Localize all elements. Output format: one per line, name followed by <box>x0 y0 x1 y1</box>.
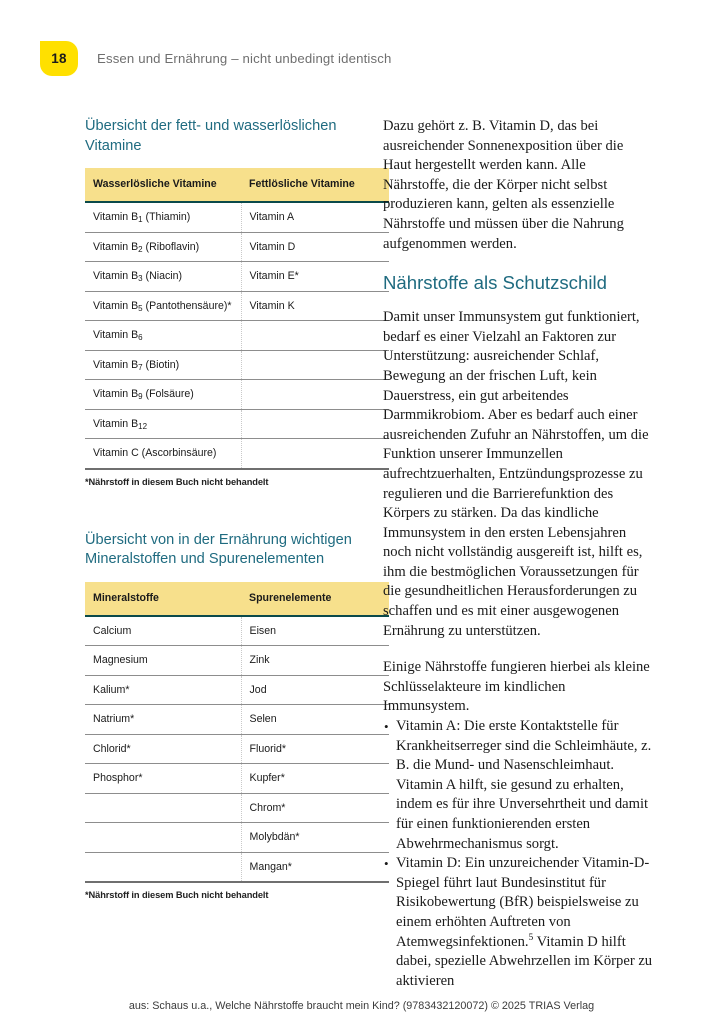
minerals-table-heading: Übersicht von in der Ernährung wichtigen Mineralstoffen und Spurenelementen <box>85 531 352 567</box>
table-row <box>85 321 389 351</box>
cell-trace-element: Zink <box>241 646 389 676</box>
cell-trace-element: Kupfer* <box>241 764 389 794</box>
column-header-trace-elements: Spurenelemente <box>241 582 389 616</box>
table-row <box>85 705 389 735</box>
running-head <box>40 41 391 76</box>
table-row <box>85 291 389 321</box>
intro-paragraph: Dazu gehört z. B. Vitamin D, das bei ausreichender Sonnenexposition über die Haut hergestellt werden kann. Alle Nährstoffe, die der Körper nicht selbst produzieren kann, gelten als essenzielle Nährstoffe und müssen über die Nahrung aufgenommen werden. <box>383 118 624 252</box>
table-row <box>85 646 389 676</box>
vitamins-table-body <box>85 202 389 469</box>
table-row <box>85 350 389 380</box>
table-row <box>85 675 389 705</box>
cell-trace-element: Selen <box>241 705 389 735</box>
cell-water-soluble: Vitamin $B_{12}$ <box>85 409 241 439</box>
cell-water-soluble: Vitamin $B_9$ (Folsäure) <box>85 380 241 410</box>
cell-trace-element: Fluorid* <box>241 734 389 764</box>
list-item: • Vitamin A: Die erste Kontaktstelle für Krankheitserreger sind die Schleimhäute, z. B. die Mund- und Nasenschleimhaut. Vitamin A hilft, sie gesund zu erhalten, indem es für ihre Unversehrtheit und damit für einen funktionierenden ersten Abwehrmechanismus sorgt. <box>383 717 655 854</box>
body-paragraph-2: Einige Nährstoffe fungieren hierbei als kleine Schlüsselakteure im kindlichen Immunsystem. <box>383 659 650 715</box>
table-row <box>85 764 389 794</box>
table-row <box>85 439 389 469</box>
cell-fat-soluble <box>241 321 389 351</box>
cell-mineral <box>85 793 241 823</box>
cell-fat-soluble <box>241 350 389 380</box>
cell-mineral <box>85 823 241 853</box>
subscript: 7 <box>138 362 143 372</box>
minerals-table <box>85 582 389 884</box>
cell-mineral: Chlorid* <box>85 734 241 764</box>
cell-trace-element: Eisen <box>241 616 389 646</box>
cell-water-soluble: Vitamin C (Ascorbinsäure) <box>85 439 241 469</box>
cell-mineral: Natrium* <box>85 705 241 735</box>
cell-mineral <box>85 852 241 882</box>
table-row <box>85 262 389 292</box>
nutrient-bullet-list <box>383 717 655 991</box>
cell-water-soluble: Vitamin $B_2$ (Riboflavin) <box>85 232 241 262</box>
table-row <box>85 616 389 646</box>
cell-mineral: Calcium <box>85 616 241 646</box>
minerals-table-body <box>85 616 389 883</box>
vitamins-table-head <box>85 168 389 202</box>
cell-water-soluble: Vitamin $B_6$ <box>85 321 241 351</box>
cell-fat-soluble <box>241 380 389 410</box>
column-header-water-soluble: Wasserlösliche Vitamine <box>85 168 241 202</box>
subscript: 5 <box>138 303 143 313</box>
column-header-minerals: Mineralstoffe <box>85 582 241 616</box>
left-column <box>85 117 357 900</box>
cell-fat-soluble: Vitamin A <box>241 202 389 232</box>
table-row <box>85 823 389 853</box>
subscript: 6 <box>138 333 143 342</box>
minerals-table-note: *Nährstoff in diesem Buch nicht behandelt <box>85 890 269 900</box>
table-header-row <box>85 168 389 202</box>
subscript: 2 <box>138 244 143 254</box>
cell-fat-soluble <box>241 409 389 439</box>
subscript: 9 <box>138 392 143 401</box>
table-row <box>85 380 389 410</box>
cell-trace-element: Chrom* <box>241 793 389 823</box>
table-row <box>85 202 389 232</box>
cell-fat-soluble <box>241 439 389 469</box>
footnote-marker: 5 <box>528 932 534 943</box>
subscript: 12 <box>138 421 148 431</box>
cell-water-soluble: Vitamin $B_7$ (Biotin) <box>85 350 241 380</box>
cell-trace-element: Jod <box>241 675 389 705</box>
cell-mineral: Phosphor* <box>85 764 241 794</box>
cell-fat-soluble: Vitamin K <box>241 291 389 321</box>
footer-credit: aus: Schaus u.a., Welche Nährstoffe braucht mein Kind? (9783432120072) © 2025 TRIAS Verlag <box>128 1000 595 1012</box>
cell-fat-soluble: Vitamin D <box>241 232 389 262</box>
column-spacer <box>85 487 357 531</box>
table-row <box>85 734 389 764</box>
table-row <box>85 793 389 823</box>
cell-mineral: Magnesium <box>85 646 241 676</box>
cell-water-soluble: Vitamin $B_1$ (Thiamin) <box>85 202 241 232</box>
vitamins-table-heading: Übersicht der fett- und wasserlöslichen Vitamine <box>85 118 337 154</box>
vitamins-table <box>85 168 389 470</box>
column-header-fat-soluble: Fettlösliche Vitamine <box>241 168 389 202</box>
cell-fat-soluble: Vitamin E* <box>241 262 389 292</box>
list-item: • Vitamin D: Ein unzureichender Vitamin-D-Spiegel führt laut Bundesinstitut für Risikobewertung (BfR) beispielsweise zu einem erhöhten Auftreten von Atemwegsinfektionen.$^5$ Vitamin D hilft dabei, spezielle Abwehrzellen im Körper zu aktivieren <box>383 854 655 991</box>
running-head-title: Essen und Ernährung – nicht unbedingt identisch <box>97 51 392 66</box>
subscript: 1 <box>138 215 143 224</box>
right-column <box>383 117 655 991</box>
cell-trace-element: Molybdän* <box>241 823 389 853</box>
table-header-row <box>85 582 389 616</box>
vitamins-table-note: *Nährstoff in diesem Buch nicht behandelt <box>85 476 269 487</box>
subscript: 3 <box>138 274 143 283</box>
section-heading: Nährstoffe als Schutzschild <box>383 272 607 294</box>
page-number-badge: 18 <box>40 41 78 76</box>
cell-mineral: Kalium* <box>85 675 241 705</box>
table-row <box>85 409 389 439</box>
table-row <box>85 232 389 262</box>
minerals-table-head <box>85 582 389 616</box>
cell-trace-element: Mangan* <box>241 852 389 882</box>
cell-water-soluble: Vitamin $B_5$ (Pantothensäure)* <box>85 291 241 321</box>
cell-water-soluble: Vitamin $B_3$ (Niacin) <box>85 262 241 292</box>
table-row <box>85 852 389 882</box>
body-paragraph-1: Damit unser Immunsystem gut funktioniert, bedarf es einer Vielzahl an Faktoren zur Unterstützung: ausreichender Schlaf, Bewegung an der frischen Luft, kein Dauerstress, ein gut arbeitendes Darmmikrobiom. Aber es bedarf auch einer ausreichenden Zufuhr an Nährstoffen, um die Funktion unserer Immunzellen aufrechtzuerhalten, Entzündungsprozesse zu regulieren und die Barrierefunktion des Körpers zu stärken. Da das kindliche Immunsystem in den ersten Lebensjahren noch nicht vollständig ausgereift ist, hilft es, ihm die bestmöglichen Voraussetzungen für die gesundheitlichen Herausforderungen zu schaffen und es mit einer ausgewogenen Ernährung zu unterstützen. <box>383 309 649 639</box>
